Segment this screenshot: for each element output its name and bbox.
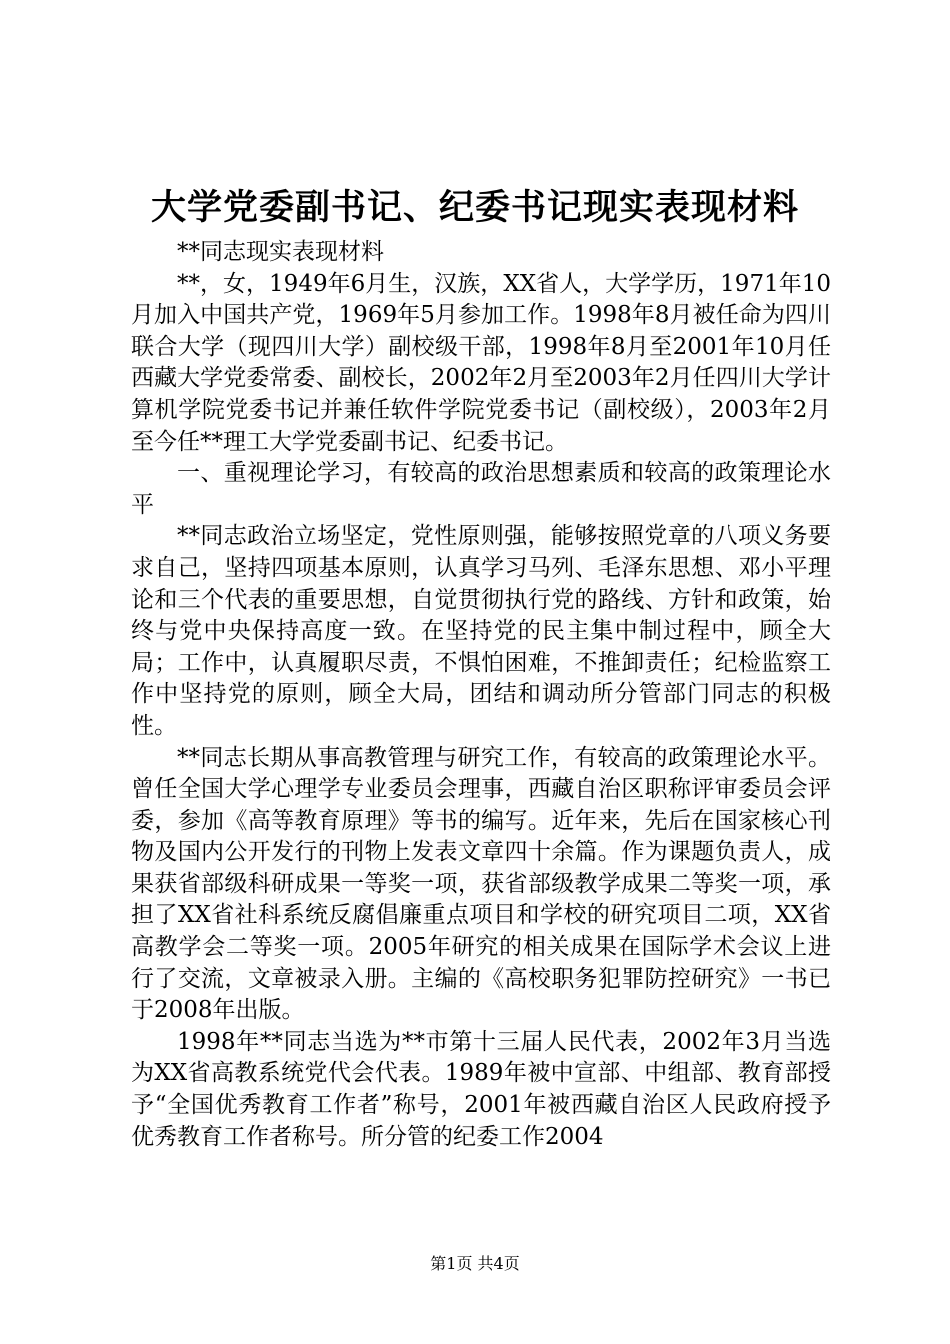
paragraph-honors: 1998年**同志当选为**市第十三届人民代表，2002年3月当选为XX省高教系统党代会代表。1989年被中宣部、中组部、教育部授予“全国优秀教育工作者”称号，2001年被西藏自治区人民政府授予优秀教育工作者称号。所分管的纪委工作2004 — [131, 1028, 831, 1150]
paragraph-research: **同志长期从事高教管理与研究工作，有较高的政策理论水平。曾任全国大学心理学专业委员会理事，西藏自治区职称评审委员会评委，参加《高等教育原理》等书的编写。近年来，先后在国家核心刊物及国内公开发行的刊物上发表文章四十余篇。作为课题负责人，成果获省部级科研成果一等奖一项，获省部级教学成果二等奖一项，承担了XX省社科系统反腐倡廉重点项目和学校的研究项目二项，XX省高教学会二等奖一项。2005年研究的相关成果在国际学术会议上进行了交流，文章被录入册。主编的《高校职务犯罪防控研究》一书已于2008年出版。 — [131, 744, 831, 1024]
page-footer: 第1页 共4页 — [430, 1254, 520, 1273]
document-title: 大学党委副书记、纪委书记现实表现材料 — [150, 187, 799, 228]
paragraph-bio: **，女，1949年6月生，汉族，XX省人，大学学历，1971年10月加入中国共产党，1969年5月参加工作。1998年8月被任命为四川联合大学（现四川大学）副校级干部，1998年8月至2001年10月任西藏大学党委常委、副校长，2002年2月至2003年2月任四川大学计算机学院党委书记并兼任软件学院党委书记（副校级），2003年2月至今任**理工大学党委副书记、纪委书记。 — [131, 270, 831, 455]
document-body — [131, 237, 831, 1153]
section-heading-theory: 一、重视理论学习，有较高的政治思想素质和较高的政策理论水平 — [131, 460, 831, 518]
paragraph-subtitle: **同志现实表现材料 — [177, 239, 384, 265]
paragraph-political-stance: **同志政治立场坚定，党性原则强，能够按照党章的八项义务要求自己，坚持四项基本原则，认真学习马列、毛泽东思想、邓小平理论和三个代表的重要思想，自觉贯彻执行党的路线、方针和政策，始终与党中央保持高度一致。在坚持党的民主集中制过程中，顾全大局；工作中，认真履职尽责，不惧怕困难，不推卸责任；纪检监察工作中坚持党的原则，顾全大局，团结和调动所分管部门同志的积极性。 — [131, 523, 831, 739]
